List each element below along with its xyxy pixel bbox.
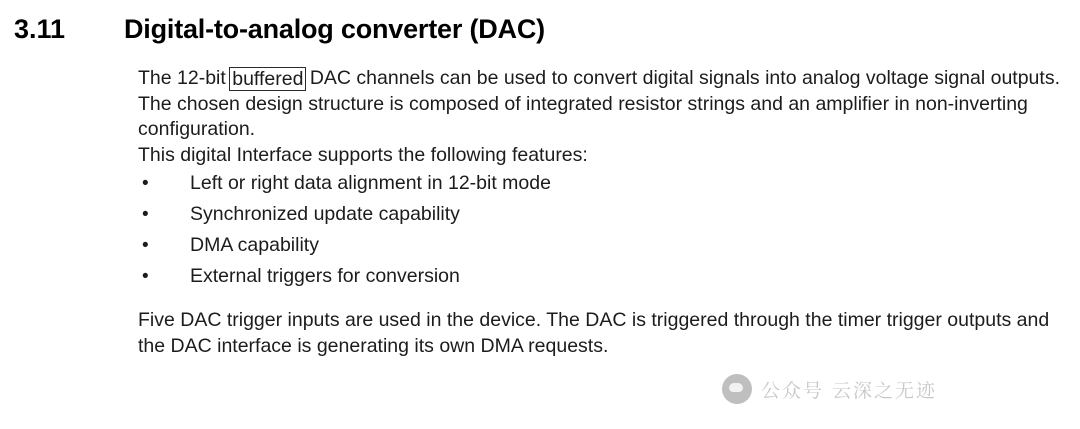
body-column	[138, 66, 1068, 359]
paragraph-intro-after: DAC channels can be used to convert digital signals into analog voltage signal outputs. The chosen design structure is composed of integrated resistor strings and an amplifier in non-inverting configuration.	[138, 67, 1060, 140]
section-heading	[0, 12, 1080, 46]
paragraph-features-lead: This digital Interface supports the following features:	[138, 143, 588, 166]
section-title: Digital-to-analog converter (DAC)	[124, 14, 545, 44]
list-item-label: Left or right data alignment in 12-bit mode	[190, 172, 551, 194]
bullet-icon: •	[142, 235, 149, 256]
list-item	[138, 230, 1068, 261]
list-item	[138, 261, 1068, 292]
highlight-box-buffered: buffered	[229, 67, 306, 91]
features-list	[138, 168, 1068, 292]
list-item-label: DMA capability	[190, 234, 319, 256]
watermark	[722, 374, 937, 404]
list-item-label: External triggers for conversion	[190, 265, 460, 287]
list-item-label: Synchronized update capability	[190, 203, 460, 225]
paragraph-intro	[138, 66, 1068, 143]
paragraph-intro-before: The 12-bit	[138, 67, 232, 89]
bullet-icon: •	[142, 266, 149, 287]
watermark-label: 公众号 云深之无迹	[761, 379, 938, 402]
wechat-logo-icon	[722, 374, 752, 404]
bullet-icon: •	[142, 204, 149, 225]
bullet-icon: •	[142, 173, 149, 194]
list-item	[138, 199, 1068, 230]
section-number: 3.11	[14, 14, 66, 44]
list-item	[138, 168, 1068, 199]
paragraph-triggers: Five DAC trigger inputs are used in the device. The DAC is triggered through the timer trigger outputs and the DAC interface is generating its own DMA requests.	[138, 309, 1050, 357]
